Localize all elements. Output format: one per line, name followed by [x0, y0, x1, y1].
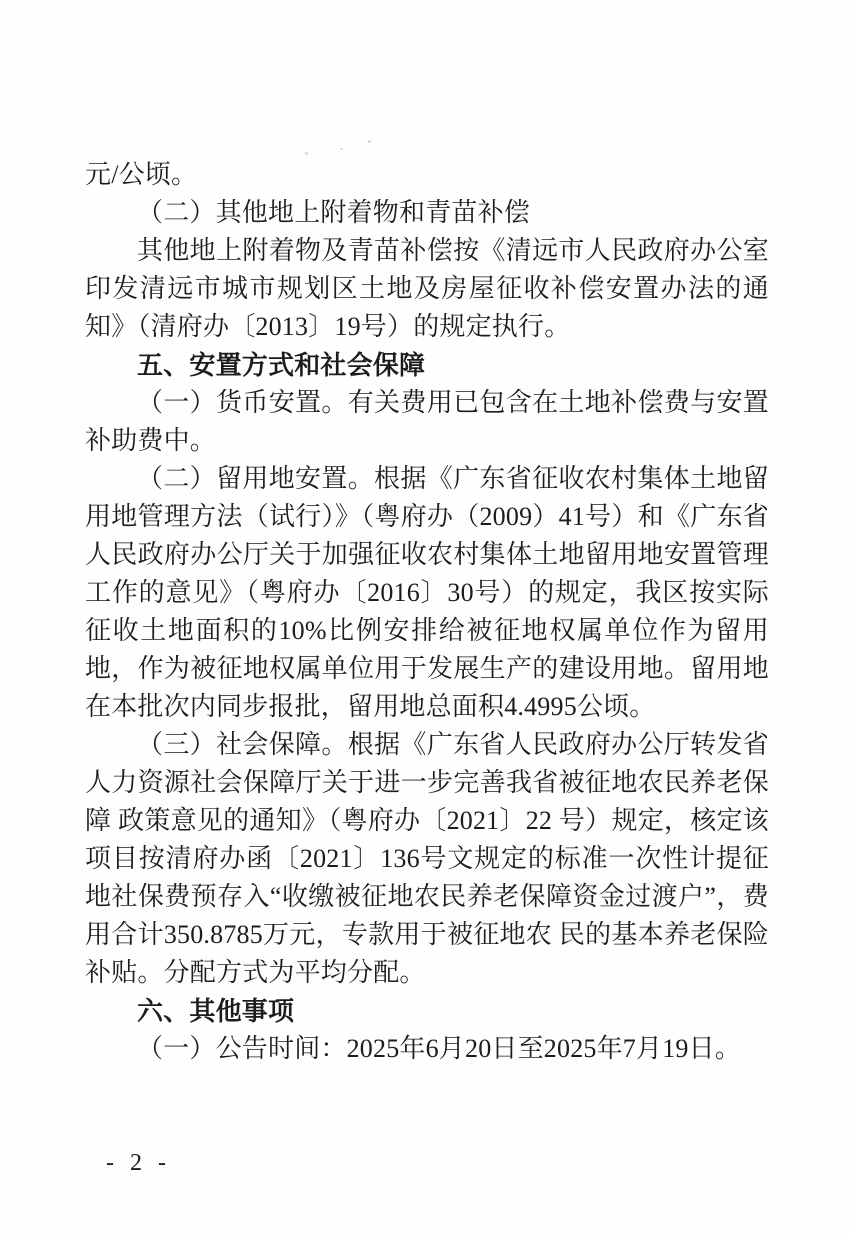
paragraph-reserved-land-resettlement: （二）留用地安置。根据《广东省征收农村集体土地留用地管理方法（试行）》（粤府办（2009）41号）和《广东省人民政府办公厅关于加强征收农村集体土地留用地安置管理工作的意见》（粤府办〔2016〕30号）的规定，我区按实际征收土地面积的10%比例安排给被征地权属单位作为留用地，作为被征地权属单位用于发展生产的建设用地。留用地在本批次内同步报批，留用地总面积4.4995公顷。 — [85, 464, 769, 721]
subheading-other-attachments-compensation: （二）其他地上附着物和青苗补偿 — [137, 198, 531, 227]
paragraph-monetary-resettlement: （一）货币安置。有关费用已包含在土地补偿费与安置补助费中。 — [85, 388, 769, 455]
paragraph-attachments-compensation-basis: 其他地上附着物及青苗补偿按《清远市人民政府办公室印发清远市城市规划区土地及房屋征收补偿安置办法的通知》（清府办〔2013〕19号）的规定执行。 — [85, 236, 769, 341]
page-number: - 2 - — [106, 1150, 171, 1176]
scan-speck — [368, 140, 371, 143]
paragraph-social-security: （三）社会保障。根据《广东省人民政府办公厅转发省人力资源社会保障厅关于进一步完善我省被征地农民养老保障 政策意见的通知》（粤府办〔2021〕22 号）规定，核定该项目按清府办函〔2021〕136号文规定的标准一次性计提征地社保费预存入“收缴被征地农民养老保障资金过渡户”，费用合计350.8785万元，专款用于被征地农 民的基本养老保险补贴。分配方式为平均分配。 — [85, 730, 769, 987]
heading-section-6-other-matters: 六、其他事项 — [137, 996, 295, 1026]
paragraph-unit-price-continuation: 元/公顷。 — [85, 160, 198, 189]
heading-section-5-resettlement-and-social-security: 五、安置方式和社会保障 — [137, 350, 426, 380]
paragraph-announcement-period: （一）公告时间：2025年6月20日至2025年7月19日。 — [137, 1034, 742, 1063]
scan-speck — [340, 148, 343, 150]
document-body — [85, 156, 769, 1068]
scan-speck — [305, 152, 308, 155]
